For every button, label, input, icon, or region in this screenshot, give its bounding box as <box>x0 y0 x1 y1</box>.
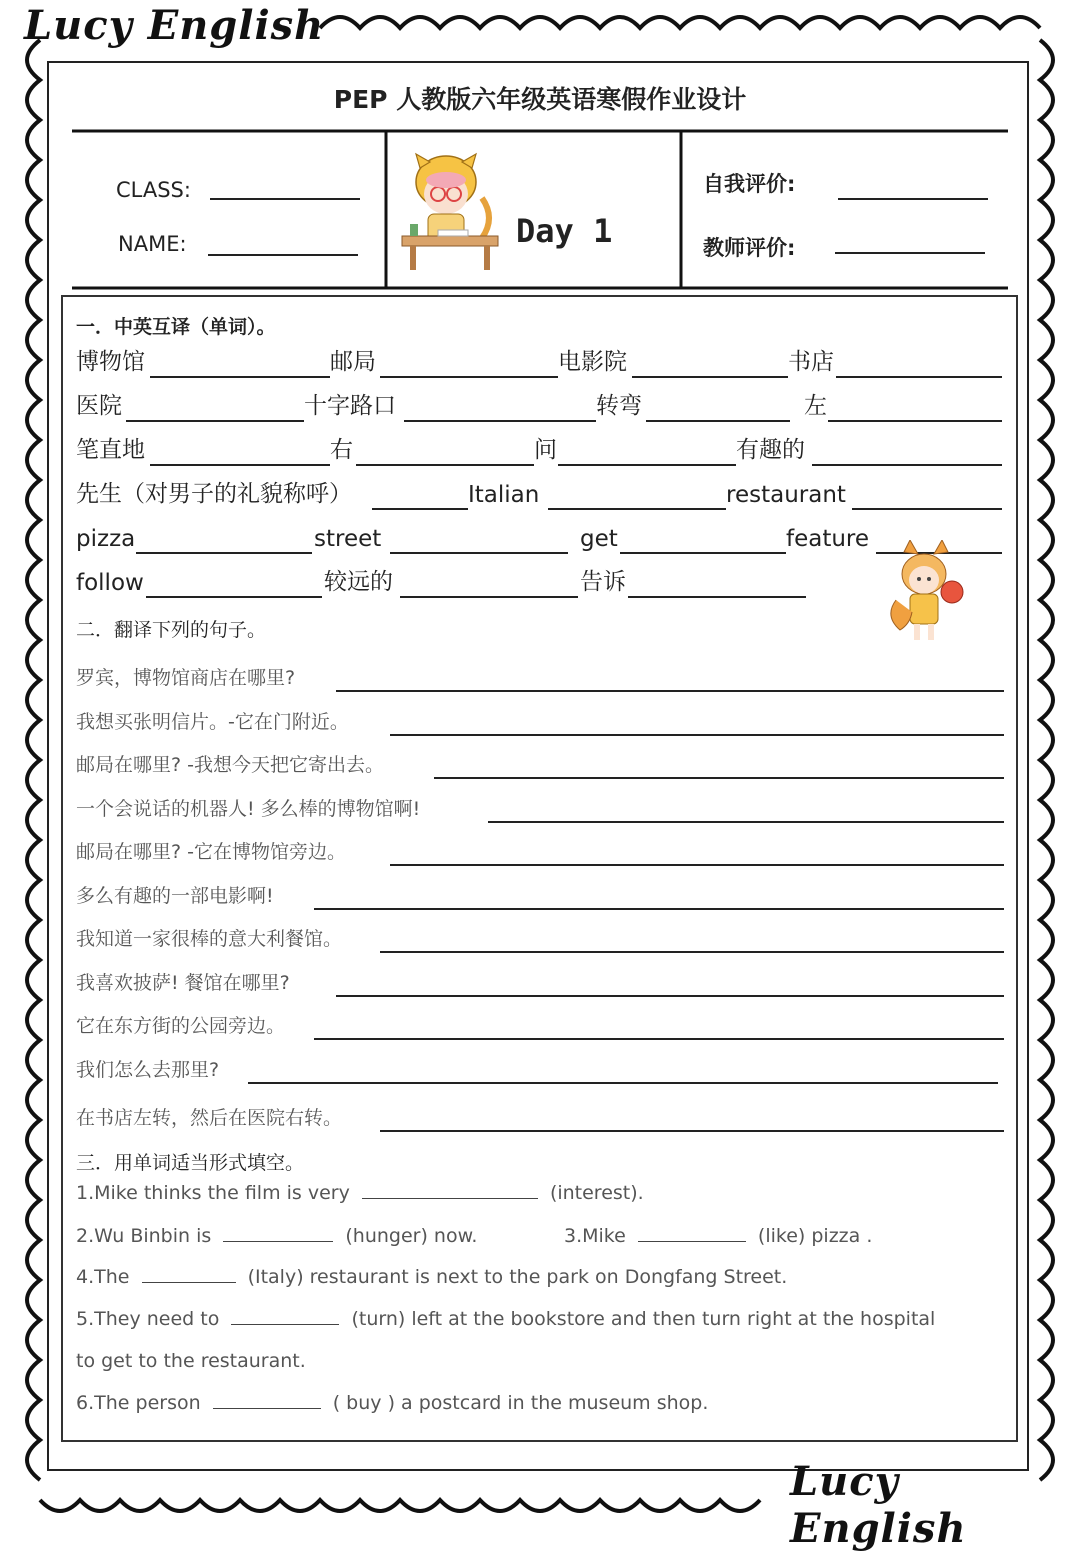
fill-question-2 <box>76 1225 477 1247</box>
answer-blank[interactable] <box>638 1240 746 1242</box>
question-text: 6.The person <box>76 1392 201 1414</box>
vocab-word: 邮局 <box>330 349 376 375</box>
vocab-row <box>76 558 1006 598</box>
sentence-row <box>76 658 1004 692</box>
answer-blank[interactable] <box>852 508 1002 510</box>
vocab-row <box>76 382 1006 422</box>
question-hint: (Italy) restaurant is next to the park on Dongfang Street. <box>247 1266 788 1288</box>
answer-blank[interactable] <box>632 376 788 378</box>
sentence-row <box>76 919 1004 953</box>
answer-blank[interactable] <box>362 1197 538 1199</box>
fill-question-6 <box>76 1392 708 1414</box>
sentence-prompt: 我知道一家很棒的意大利餐馆。 <box>76 928 343 950</box>
answer-blank[interactable] <box>380 376 558 378</box>
question-hint: ( buy ) a postcard in the museum shop. <box>332 1392 709 1414</box>
section2-heading: 二．翻译下列的句子。 <box>76 619 267 641</box>
vocab-word: 左 <box>804 393 827 419</box>
fill-question-1 <box>76 1182 644 1204</box>
fox-girl-illustration <box>882 540 972 646</box>
self-eval-field[interactable] <box>838 198 988 200</box>
vocab-word: 电影院 <box>558 349 627 375</box>
vocab-word: 书店 <box>788 349 834 375</box>
question-text: 1.Mike thinks the film is very <box>76 1182 350 1204</box>
answer-blank[interactable] <box>223 1240 333 1242</box>
sentence-prompt: 邮局在哪里? -我想今天把它寄出去。 <box>76 754 384 776</box>
vocab-row <box>76 470 1006 510</box>
answer-blank[interactable] <box>828 420 1002 422</box>
vocab-word: street <box>314 526 382 552</box>
teacher-eval-label: 教师评价: <box>703 236 796 260</box>
answer-blank[interactable] <box>390 864 1004 866</box>
sentence-prompt: 一个会说话的机器人! 多么棒的博物馆啊! <box>76 798 421 820</box>
answer-blank[interactable] <box>314 1038 1004 1040</box>
question-text: 5.They need to <box>76 1308 220 1330</box>
sentence-prompt: 它在东方街的公园旁边。 <box>76 1015 286 1037</box>
question-text: 2.Wu Binbin is <box>76 1225 212 1247</box>
fill-question-3 <box>564 1225 872 1247</box>
question-hint: (turn) left at the bookstore and then turn right at the hospital <box>351 1308 936 1330</box>
answer-blank[interactable] <box>404 420 596 422</box>
section3-heading: 三．用单词适当形式填空。 <box>76 1152 305 1174</box>
vocab-word: 告诉 <box>580 569 626 595</box>
sentence-row <box>76 963 1004 997</box>
brand-logo-bottom: Lucy English <box>790 1458 967 1552</box>
question-text: 4.The <box>76 1266 130 1288</box>
class-field[interactable] <box>210 198 360 200</box>
sentence-row <box>76 876 1004 910</box>
page-title: PEP 人教版六年级英语寒假作业设计 <box>333 85 747 114</box>
question-hint: (interest). <box>549 1182 644 1204</box>
answer-blank[interactable] <box>380 1130 1004 1132</box>
vocab-word: 笔直地 <box>76 437 145 463</box>
sentence-row <box>76 832 1004 866</box>
name-field[interactable] <box>208 254 358 256</box>
fill-question-4 <box>76 1266 787 1288</box>
vocab-word: 问 <box>534 437 557 463</box>
vocab-word: 转弯 <box>596 393 642 419</box>
fill-question-5-cont: to get to the restaurant. <box>76 1350 306 1372</box>
self-eval-label: 自我评价: <box>703 172 796 196</box>
answer-blank[interactable] <box>620 552 786 554</box>
sentence-prompt: 多么有趣的一部电影啊! <box>76 885 274 907</box>
vocab-word: get <box>580 526 618 552</box>
vocab-word: 较远的 <box>324 569 393 595</box>
sentence-row <box>76 1006 1004 1040</box>
answer-blank[interactable] <box>136 552 312 554</box>
answer-blank[interactable] <box>548 508 726 510</box>
answer-blank[interactable] <box>646 420 790 422</box>
teacher-eval-field[interactable] <box>835 252 985 254</box>
sentence-prompt: 罗宾，博物馆商店在哪里? <box>76 667 296 689</box>
answer-blank[interactable] <box>434 777 1004 779</box>
answer-blank[interactable] <box>248 1082 998 1084</box>
vocab-word: 博物馆 <box>76 349 145 375</box>
vocab-word: restaurant <box>726 482 846 508</box>
tiger-girl-illustration <box>398 150 502 278</box>
sentence-row <box>76 745 1004 779</box>
answer-blank[interactable] <box>400 596 578 598</box>
class-label: CLASS: <box>116 178 191 202</box>
answer-blank[interactable] <box>558 464 736 466</box>
sentence-prompt: 邮局在哪里? -它在博物馆旁边。 <box>76 841 346 863</box>
answer-blank[interactable] <box>380 951 1004 953</box>
answer-blank[interactable] <box>336 690 1004 692</box>
answer-blank[interactable] <box>488 821 1004 823</box>
answer-blank[interactable] <box>150 464 330 466</box>
answer-blank[interactable] <box>628 596 806 598</box>
answer-blank[interactable] <box>836 376 1002 378</box>
name-label: NAME: <box>118 232 187 256</box>
sentence-row <box>76 1050 1004 1084</box>
sentence-row <box>76 789 1004 823</box>
vocab-word: feature <box>786 526 870 552</box>
answer-blank[interactable] <box>231 1323 339 1325</box>
vocab-row <box>76 338 1006 378</box>
answer-blank[interactable] <box>146 596 322 598</box>
vocab-word: follow <box>76 570 144 596</box>
answer-blank[interactable] <box>336 995 1004 997</box>
sentence-prompt: 在书店左转，然后在医院右转。 <box>76 1107 343 1129</box>
vocab-word: 先生（对男子的礼貌称呼） <box>76 481 352 507</box>
sentence-row <box>76 702 1004 736</box>
answer-blank[interactable] <box>390 552 568 554</box>
vocab-word: 右 <box>330 437 353 463</box>
answer-blank[interactable] <box>372 508 468 510</box>
vocab-word: 有趣的 <box>736 437 805 463</box>
sentence-prompt: 我喜欢披萨! 餐馆在哪里? <box>76 972 290 994</box>
vocab-word: 医院 <box>76 393 122 419</box>
answer-blank[interactable] <box>142 1281 236 1283</box>
day-label: Day 1 <box>516 212 613 250</box>
vocab-word: Italian <box>468 482 540 508</box>
answer-blank[interactable] <box>812 464 1002 466</box>
vocab-row <box>76 514 1006 554</box>
sentence-prompt: 我想买张明信片。-它在门附近。 <box>76 711 349 733</box>
answer-blank[interactable] <box>126 420 304 422</box>
answer-blank[interactable] <box>356 464 534 466</box>
answer-blank[interactable] <box>314 908 1004 910</box>
question-hint: (hunger) now. <box>345 1225 478 1247</box>
sentence-prompt: 我们怎么去那里? <box>76 1059 220 1081</box>
question-text: 3.Mike <box>564 1225 626 1247</box>
answer-blank[interactable] <box>213 1407 321 1409</box>
vocab-row <box>76 426 1006 466</box>
sentence-row <box>76 1098 1004 1132</box>
vocab-word: 十字路口 <box>304 393 396 419</box>
brand-logo-top: Lucy English <box>24 2 325 49</box>
answer-blank[interactable] <box>390 734 1004 736</box>
fill-question-5 <box>76 1308 935 1330</box>
vocab-word: pizza <box>76 526 136 552</box>
section1-heading: 一．中英互译（单词）。 <box>76 316 276 338</box>
question-hint: (like) pizza . <box>757 1225 873 1247</box>
answer-blank[interactable] <box>150 376 330 378</box>
